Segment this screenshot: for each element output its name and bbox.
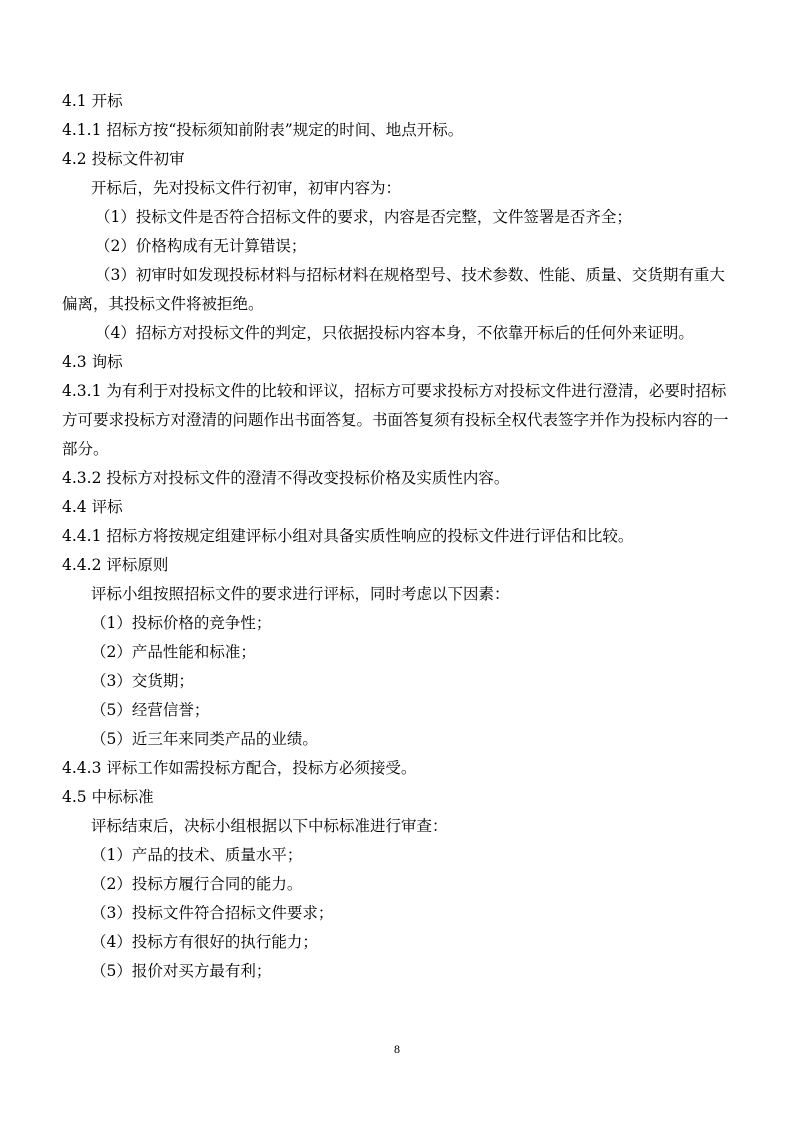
- list-item: （5）经营信誉；: [91, 701, 210, 719]
- list-item: （2）价格构成有无计算错误；: [95, 237, 307, 255]
- document-body: [62, 87, 734, 986]
- paragraph: 4.3.1 为有利于对投标文件的比较和评议，招标方可要求投标方对投标文件进行澄清，必要时招标方可要求投标方对澄清的问题作出书面答复。书面答复须有投标全权代表签字并作为投标内容的一部分。: [62, 382, 729, 458]
- section-heading: 4.2 投标文件初审: [62, 150, 185, 168]
- list-item: （4）招标方对投标文件的判定，只依据投标内容本身，不依靠开标后的任何外来证明。: [95, 324, 694, 342]
- page-number: 8: [394, 1042, 400, 1056]
- section-heading: 4.3 询标: [62, 353, 123, 371]
- list-item: （2）投标方履行合同的能力。: [91, 875, 303, 893]
- list-item: （1）产品的技术、质量水平；: [91, 846, 303, 864]
- paragraph: 开标后，先对投标文件行初审，初审内容为：: [91, 179, 402, 197]
- list-item: （3）初审时如发现投标材料与招标材料在规格型号、技术参数、性能、质量、交货期有重大偏离，其投标文件将被拒绝。: [62, 266, 725, 313]
- paragraph: 4.3.2 投标方对投标文件的澄清不得改变投标价格及实质性内容。: [62, 469, 510, 487]
- paragraph: 4.4.3 评标工作如需投标方配合，投标方必须接受。: [62, 759, 417, 777]
- list-item: （3）交货期；: [91, 672, 194, 690]
- list-item: （5）报价对买方最有利；: [91, 962, 272, 980]
- list-item: （5）近三年来同类产品的业绩。: [91, 730, 318, 748]
- list-item: （2）产品性能和标准；: [91, 643, 256, 661]
- list-item: （3）投标文件符合招标文件要求；: [91, 904, 334, 922]
- paragraph: 评标小组按照招标文件的要求进行评标，同时考虑以下因素：: [91, 585, 510, 603]
- subsection-heading: 4.4.2 评标原则: [62, 556, 169, 574]
- section-heading: 4.4 评标: [62, 498, 123, 516]
- paragraph: 4.1.1 招标方按“投标须知前附表”规定的时间、地点开标。: [62, 121, 464, 139]
- paragraph: 4.4.1 招标方将按规定组建评标小组对具备实质性响应的投标文件进行评估和比较。: [62, 527, 634, 545]
- section-heading: 4.1 开标: [62, 92, 123, 110]
- section-heading: 4.5 中标标准: [62, 788, 154, 806]
- paragraph: 评标结束后，决标小组根据以下中标标准进行审查：: [91, 817, 448, 835]
- list-item: （1）投标文件是否符合招标文件的要求，内容是否完整，文件签署是否齐全；: [95, 208, 632, 226]
- list-item: （4）投标方有很好的执行能力；: [91, 933, 318, 951]
- list-item: （1）投标价格的竞争性；: [91, 614, 272, 632]
